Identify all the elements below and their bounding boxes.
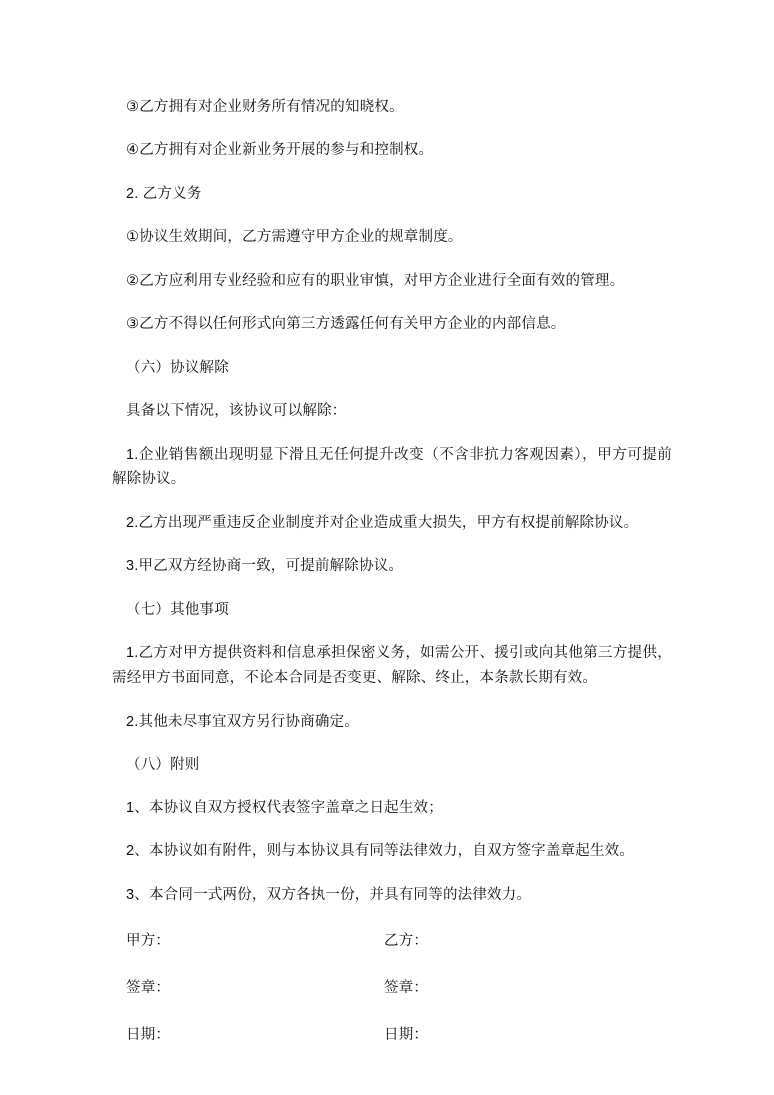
paragraph: 2. 乙方义务 (126, 185, 202, 202)
paragraph: 1.企业销售额出现明显下滑且无任何提升改变（不含非抗力客观因素），甲方可提前解除协议。 (112, 446, 672, 488)
paragraph: 3、本合同一式两份，双方各执一份，并具有同等的法律效力。 (126, 886, 532, 903)
party-b-seal-label: 签章： (384, 979, 429, 996)
party-b-date-label: 日期： (384, 1027, 429, 1044)
paragraph: 2.乙方出现严重违反企业制度并对企业造成重大损失，甲方有权提前解除协议。 (126, 514, 639, 531)
paragraph: 2、本协议如有附件，则与本协议具有同等法律效力，自双方签字盖章起生效。 (126, 843, 635, 860)
section-heading: （六）协议解除 (126, 359, 229, 376)
paragraph: 2.其他未尽事宜双方另行协商确定。 (126, 713, 359, 730)
paragraph: 具备以下情况，该协议可以解除： (126, 403, 347, 420)
paragraph: ②乙方应利用专业经验和应有的职业审慎，对甲方企业进行全面有效的管理。 (126, 272, 625, 289)
signature-row (112, 977, 672, 1000)
signature-block (112, 930, 672, 1048)
party-a-label: 甲方： (126, 932, 171, 949)
paragraph: 3.甲乙双方经协商一致，可提前解除协议。 (126, 558, 404, 575)
party-b-label: 乙方： (384, 932, 429, 949)
section-heading: （八）附则 (126, 756, 200, 773)
paragraph: ④乙方拥有对企业新业务开展的参与和控制权。 (126, 142, 434, 159)
paragraph: ①协议生效期间，乙方需遵守甲方企业的规章制度。 (126, 229, 463, 246)
paragraph: ③乙方拥有对企业财务所有情况的知晓权。 (126, 99, 404, 115)
signature-row (112, 1024, 672, 1047)
signature-row (112, 930, 672, 953)
party-a-seal-label: 签章： (126, 979, 171, 996)
party-a-date-label: 日期： (126, 1027, 171, 1044)
section-heading: （七）其他事项 (126, 601, 229, 618)
paragraph: 1、本协议自双方授权代表签字盖章之日起生效； (126, 799, 443, 816)
paragraph: ③乙方不得以任何形式向第三方透露任何有关甲方企业的内部信息。 (126, 316, 566, 333)
paragraph: 1.乙方对甲方提供资料和信息承担保密义务，如需公开、援引或向其他第三方提供，需经甲方书面同意，不论本合同是否变更、解除、终止，本条款长期有效。 (112, 645, 672, 687)
document-body (112, 95, 672, 1047)
